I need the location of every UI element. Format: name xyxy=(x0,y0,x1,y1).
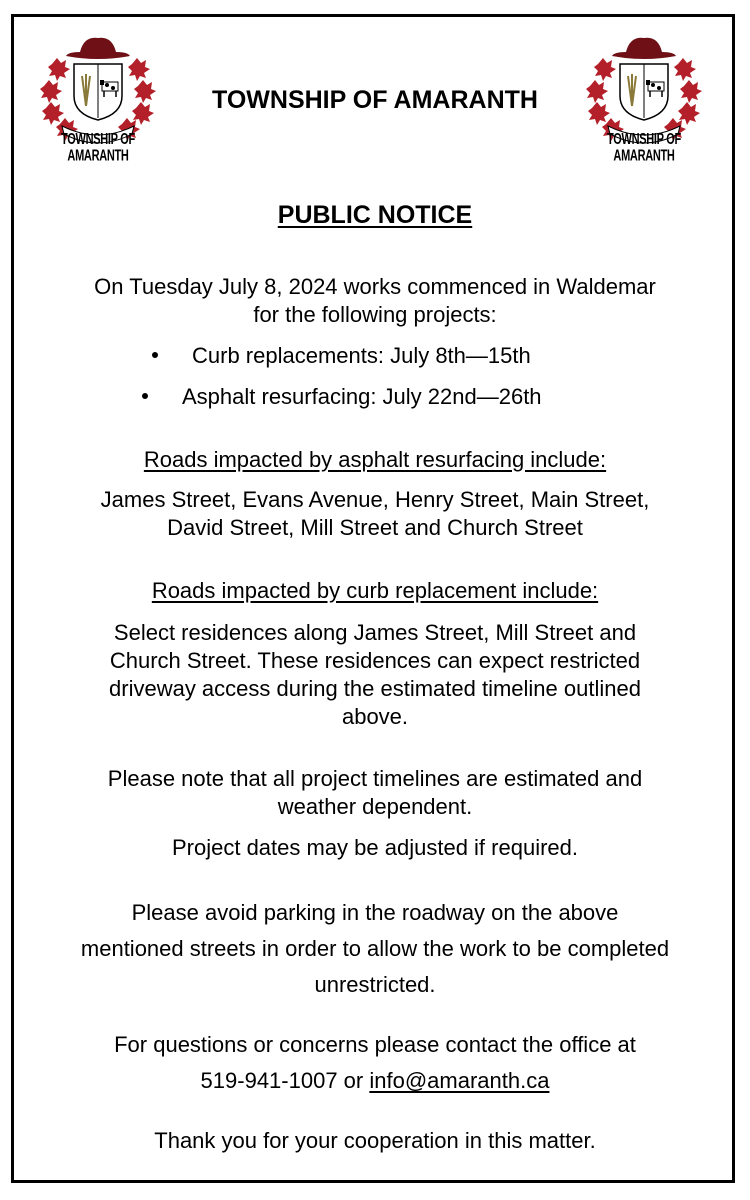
contact-line-2 xyxy=(20,1063,730,1099)
bullet-icon xyxy=(152,352,158,358)
curb-line: above. xyxy=(341,704,409,729)
asphalt-roads xyxy=(20,486,730,542)
curb-line: Church Street. These residences can expect restricted xyxy=(109,648,641,673)
intro-line: On Tuesday July 8, 2024 works commenced in Waldemar xyxy=(94,274,656,299)
contact-email-link[interactable]: info@amaranth.ca xyxy=(369,1068,550,1093)
timeline-note xyxy=(20,765,730,821)
timeline-note-line: Please note that all project timelines are estimated and xyxy=(107,766,643,791)
parking-request xyxy=(20,895,730,1003)
parking-line: mentioned streets in order to allow the work to be completed xyxy=(80,936,670,961)
adjust-note: Project dates may be adjusted if required. xyxy=(171,835,578,860)
parking-line: Please avoid parking in the roadway on the above xyxy=(131,900,619,925)
project-item-curb xyxy=(152,342,531,370)
township-heading: TOWNSHIP OF AMARANTH xyxy=(212,86,538,114)
curb-line: driveway access during the estimated timeline outlined xyxy=(109,676,641,701)
intro-line: for the following projects: xyxy=(253,302,497,327)
curb-heading: Roads impacted by curb replacement include: xyxy=(151,578,599,603)
contact-phone: 519-941-1007 or xyxy=(200,1068,370,1093)
project-label: Asphalt resurfacing: July 22nd—26th xyxy=(182,384,542,409)
timeline-note-line: weather dependent. xyxy=(277,794,473,819)
project-item-asphalt xyxy=(142,383,542,411)
contact-line: For questions or concerns please contact the office at xyxy=(114,1032,636,1057)
asphalt-roads-line: David Street, Mill Street and Church Street xyxy=(167,515,583,540)
parking-line: unrestricted. xyxy=(314,972,436,997)
crest-caption-right: TOWNSHIP OF AMARANTH xyxy=(607,131,681,165)
intro-paragraph xyxy=(20,273,730,329)
bullet-icon xyxy=(142,393,148,399)
crest-caption-left: TOWNSHIP OF AMARANTH xyxy=(61,131,135,165)
public-notice-title: PUBLIC NOTICE xyxy=(277,201,473,229)
curb-line: Select residences along James Street, Mill Street and xyxy=(113,620,637,645)
asphalt-roads-line: James Street, Evans Avenue, Henry Street, Main Street, xyxy=(100,487,650,512)
project-label: Curb replacements: July 8th—15th xyxy=(192,343,531,368)
asphalt-heading: Roads impacted by asphalt resurfacing include: xyxy=(143,447,607,472)
thank-you-note: Thank you for your cooperation in this matter. xyxy=(154,1128,596,1153)
curb-details xyxy=(20,619,730,731)
contact-info xyxy=(20,1027,730,1099)
